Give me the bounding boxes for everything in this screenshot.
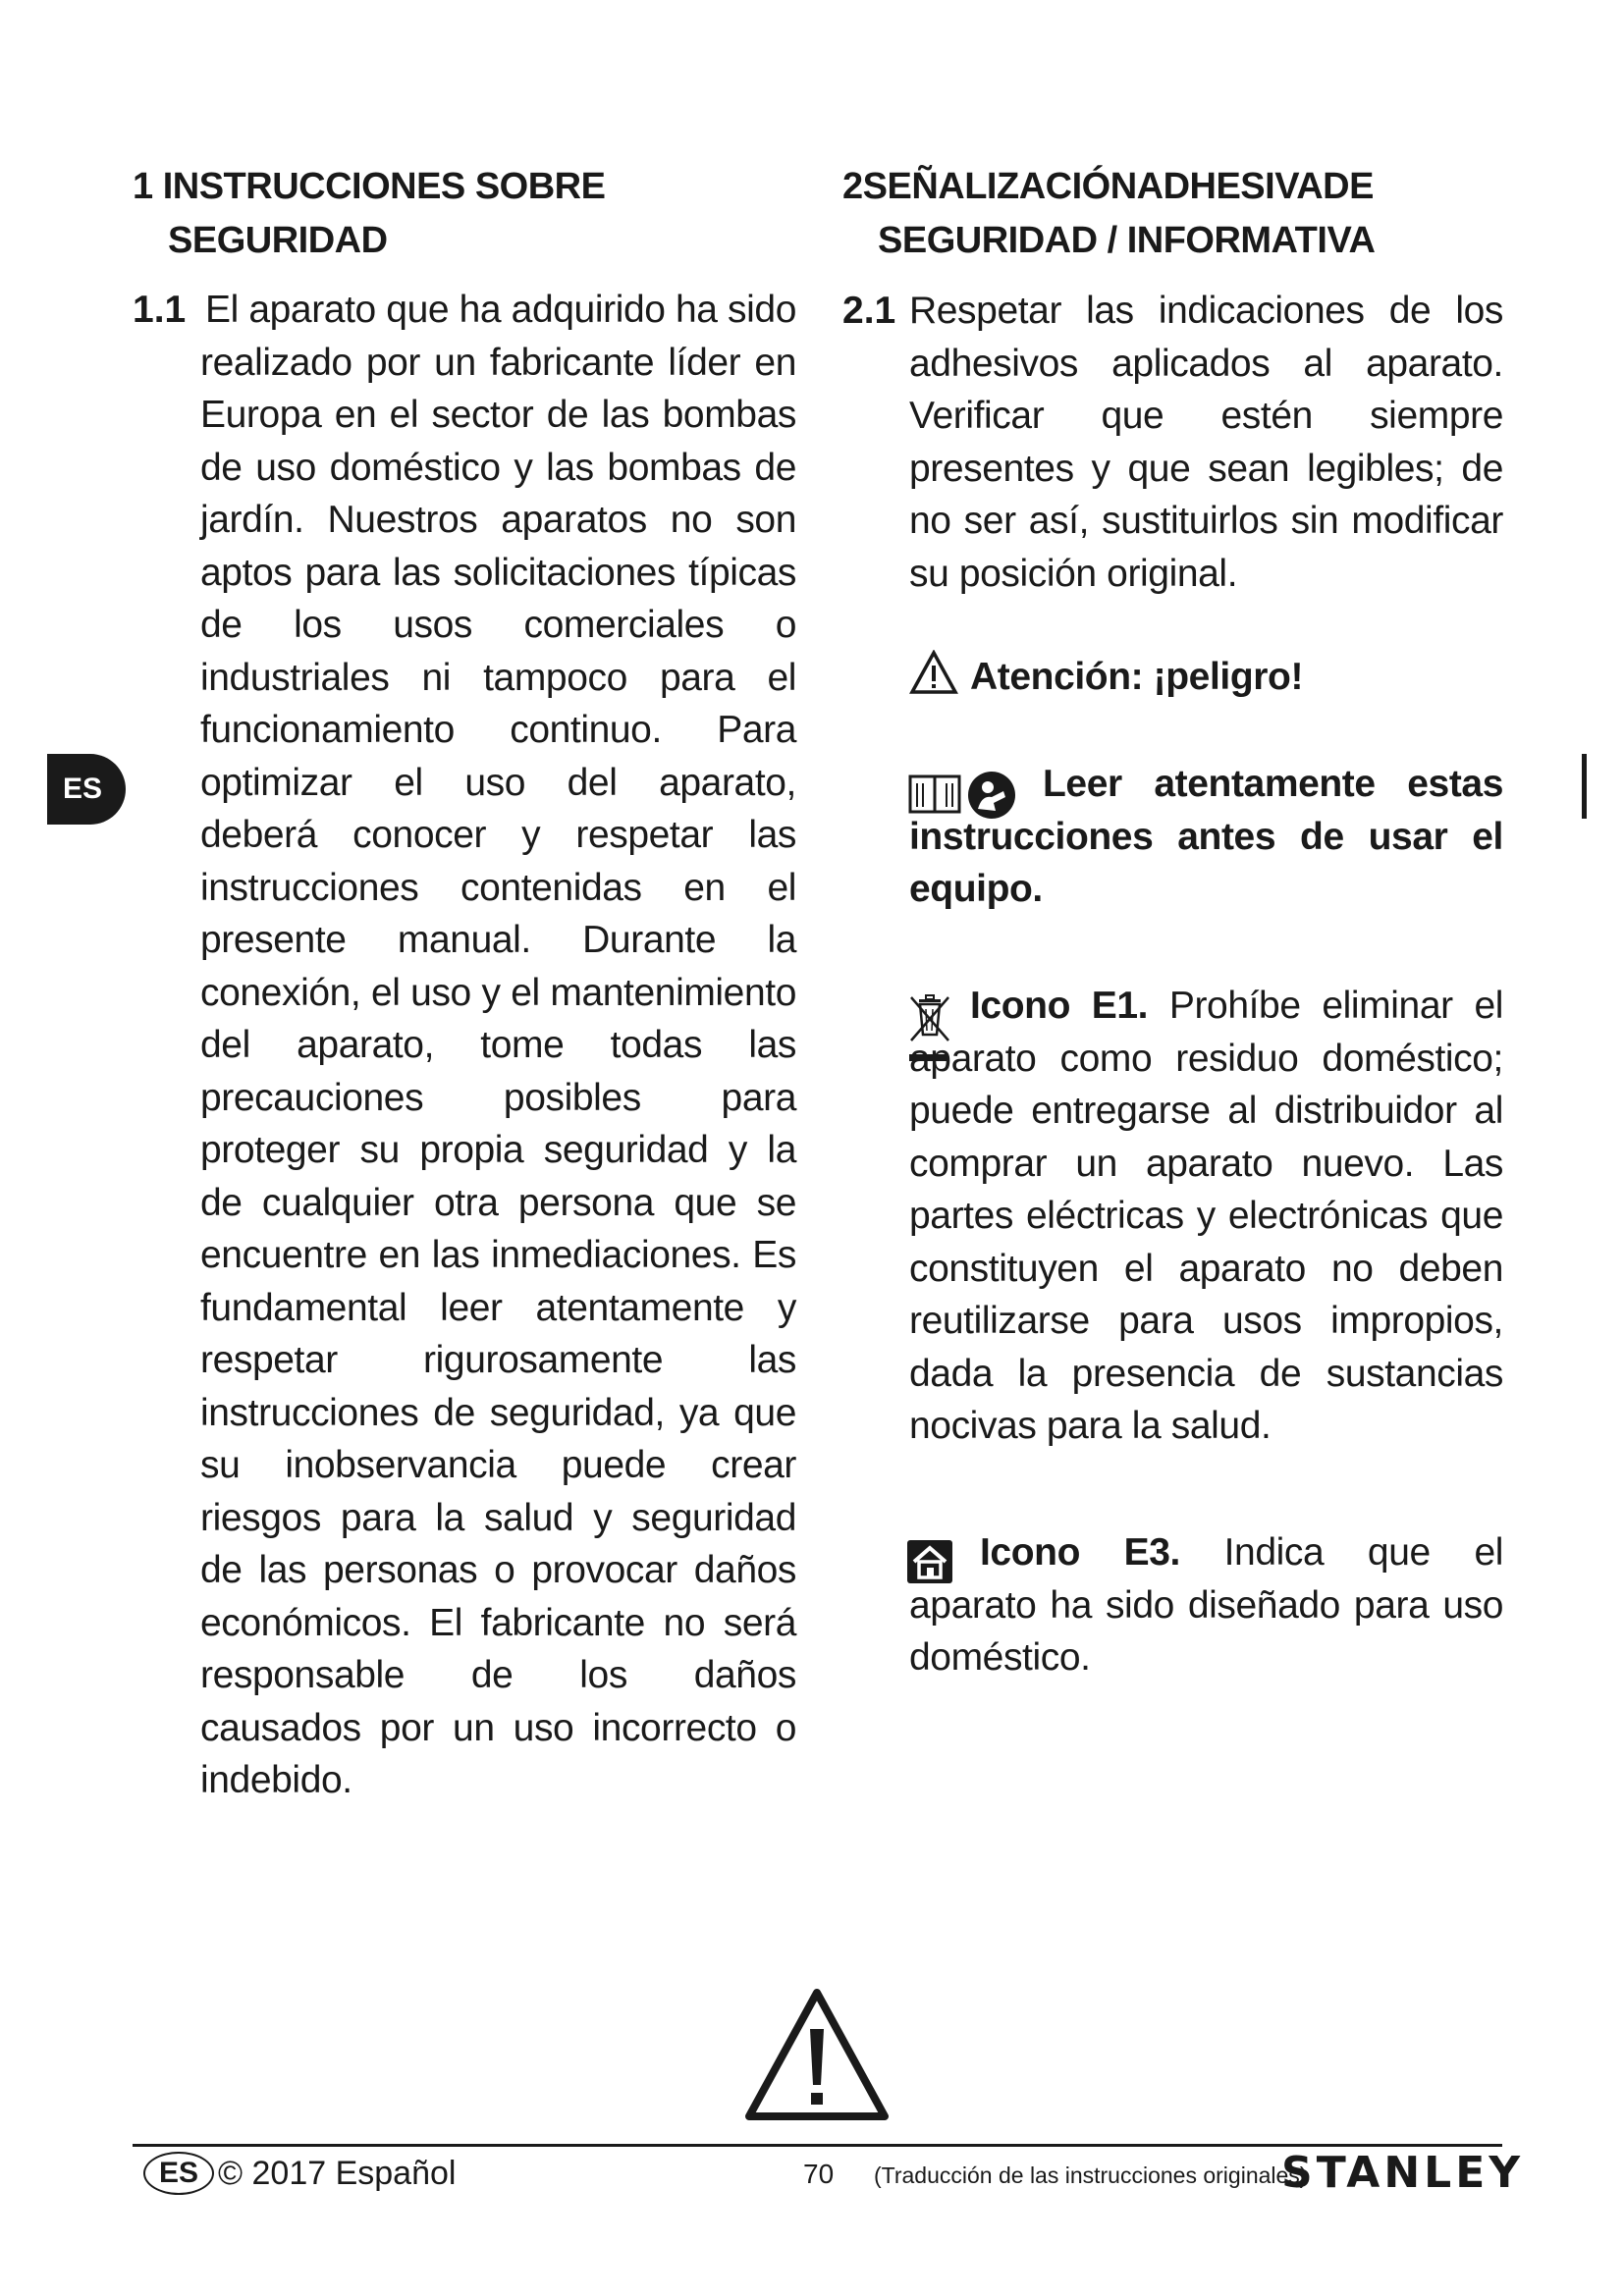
- warning-text: Atención: ¡peligro!: [970, 656, 1304, 698]
- warning-triangle-icon: [909, 650, 958, 695]
- margin-change-bar: [1582, 754, 1587, 819]
- section-2-heading-line2: SEGURIDAD / INFORMATIVA: [878, 220, 1376, 261]
- footer-language-badge: ES: [143, 2152, 214, 2195]
- language-tab: ES: [47, 754, 126, 825]
- read-instructions: [909, 758, 1503, 916]
- read-instructions-text: Leer atentamente estas instrucciones antes de usar el equipo.: [909, 763, 1503, 910]
- icon-e3-text: Indica que el aparato ha sido diseñado para uso doméstico.: [909, 1531, 1503, 1679]
- footer-copyright: © 2017 Español: [218, 2155, 457, 2192]
- para-2-1-text: Respetar las indicaciones de los adhesivos aplicados al aparato. Verificar que estén siempre presentes y que sean legibles; de no ser así, sustituirlos sin modificar su posición original.: [909, 290, 1503, 595]
- brand-logo: STANLEY: [1281, 2148, 1525, 2198]
- warning-triangle-icon: [743, 1985, 891, 2122]
- footer-translation-note: (Traducción de las instrucciones originales): [874, 2163, 1308, 2188]
- icon-e1-text: Prohíbe eliminar el aparato como residuo doméstico; puede entregarse al distribuidor al comprar un aparato nuevo. Las partes eléctricas y electrónicas que constituyen el aparato no deben reutilizarse para usos impropios, dada la presencia de sustancias nocivas para la salud.: [909, 985, 1503, 1447]
- icon-e1-paragraph: [909, 980, 1503, 1453]
- icon-e1-label: Icono E1.: [970, 985, 1149, 1027]
- section-2-heading: [842, 160, 1375, 268]
- footer-rule: [133, 2144, 1502, 2147]
- section-2-heading-line1: 2SEÑALIZACIÓNADHESIVADE: [842, 166, 1374, 207]
- para-2-1-number: 2.1: [842, 290, 896, 332]
- section-1-heading-line2: SEGURIDAD: [168, 220, 388, 261]
- footer-page-number: 70: [803, 2159, 835, 2189]
- para-1-1-number: 1.1: [133, 289, 187, 331]
- section-1-heading-line1: 1 INSTRUCCIONES SOBRE: [133, 166, 606, 207]
- icon-e3-label: Icono E3.: [980, 1531, 1180, 1574]
- para-1-1-text: El aparato que ha adquirido ha sido realizado por un fabricante líder en Europa en el sector de las bombas de uso doméstico y las bombas de jardín. Nuestros aparatos no son aptos para las solicitaciones típicas de los usos comerciales o industriales ni tampoco para el funcionamiento continuo. Para optimizar el uso del aparato, deberá conocer y respetar las instrucciones contenidas en el presente manual. Durante la conexión, el uso y el mantenimiento del aparato, tome todas las precauciones posibles para proteger su propia seguridad y la de cualquier otra persona que se encuentre en las inmediaciones. Es fundamental leer atentamente y respetar rigurosamente las instrucciones de seguridad, ya que su inobservancia puede crear riesgos para la salud y seguridad de las personas o provocar daños económicos. El fabricante no será responsable de los daños causados por un uso incorrecto o indebido.: [200, 289, 796, 1801]
- icon-e3-paragraph: [909, 1526, 1503, 1684]
- section-1-heading: [133, 160, 605, 268]
